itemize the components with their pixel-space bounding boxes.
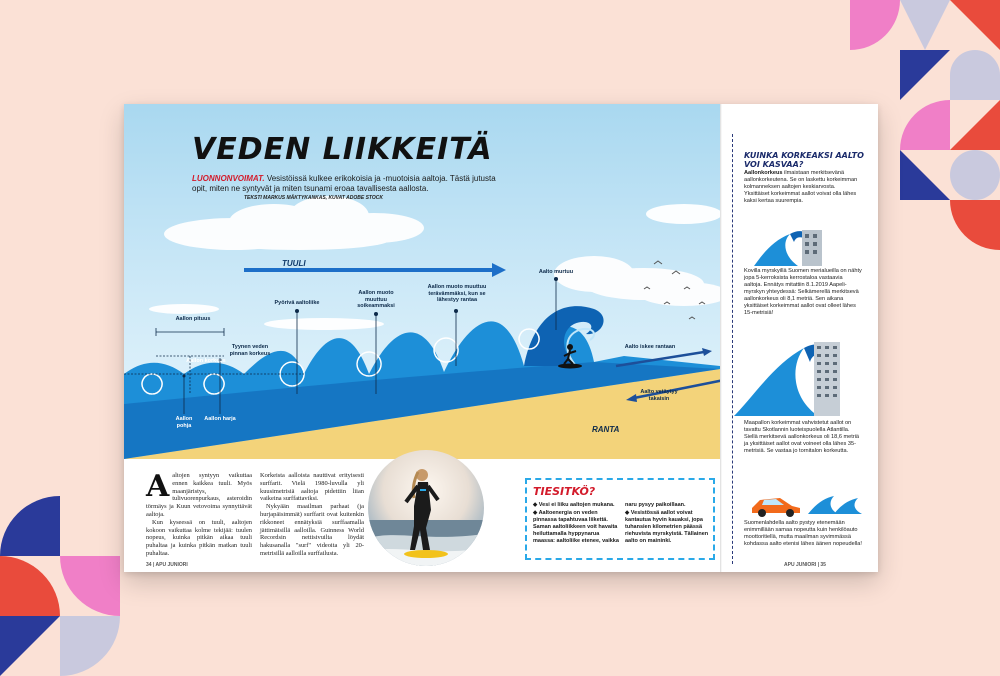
credits: TEKSTI MARKUS MÄKTYKANKAS, KUVAT ADOBE STOCK <box>244 195 383 201</box>
decor-bottom-left <box>0 496 130 676</box>
wavelength-label: Aallon pituus <box>175 316 211 322</box>
fact-2-continued: naru pysyy paikoillaan. <box>625 502 686 508</box>
sidebar-heading: KUINKA KORKEAKSI AALTO VOI KASVAA? <box>744 151 864 169</box>
fact-1: ◆ Vesi ei liiku aaltojen mukana. <box>533 502 615 508</box>
trough-label: Aallon pohja <box>175 416 193 429</box>
shore-label: RANTA <box>592 425 620 434</box>
fact-2: ◆ Aaltoenergia on veden pinnassa tapahtuvaa liikettä. Saman aaltoliikkeen voit havaita heiluttamalla hyppynarua maassa: aaltoliike etenee, vaikka <box>533 510 619 544</box>
page-spine <box>720 104 722 572</box>
intro-lead: LUONNONVOIMAT. <box>192 174 265 183</box>
wave-height-label: Aallon korkeus <box>186 358 226 364</box>
retreats-label: Aalto vetäytyy takaisin <box>640 389 678 402</box>
hits-shore-label: Aalto iskee rantaan <box>624 344 676 350</box>
body-col1-p1: altojen syntyyn vaikuttaa ennen kaikkea tuuli. Myös maanjäristys, tulivuorenpurkaus, asteroidin törmäys ja Kuun vetovoima synnyttävät aaltoja. <box>146 472 252 518</box>
folio-right: APU JUNIORI | 35 <box>784 562 826 568</box>
body-col2-p2: Nykyään maailman parhaat (ja hurjapäisimmät) surffarit ovat kuitenkin rikkoneet ennätyksiä surffaamalla jättimäisillä aalloilla. Guinness World Recordsin nettisivuilta löydät hakusanalla "surf" videoita yli 20-metrisillä aalloilla surffailusta. <box>260 503 364 557</box>
body-col2-p1: Korkeista aalloista nauttivat erityisesti surffarit. Vielä 1980-luvulla yli kuusimetrisiä aaltoja pidettiin liian vaikeina surffattaviksi. <box>260 472 364 503</box>
sidebar-divider <box>732 134 733 564</box>
shape-sharper-label: Aallon muoto muuttuu terävämmäksi, kun se lähestyy rantaa <box>427 284 487 303</box>
calm-level-label: Tyynen veden pinnan korkeus <box>229 344 271 357</box>
sidebar-paragraph-4: Suomenlahdella aalto pystyy etenemään enimmillään samaa nopeutta kuin henkilöauto moottoritiellä, mutta maailman syvimmässä kohdassa aalto etenisi lähes äänen nopeudella! <box>744 520 862 547</box>
did-you-know-col-2 <box>625 502 711 546</box>
body-column-2 <box>260 472 364 558</box>
surfer-photo <box>368 450 484 566</box>
wave-infographic <box>124 104 720 459</box>
wind-label: TUULI <box>282 259 306 268</box>
body-column-1 <box>146 469 252 558</box>
sidebar-paragraph-3: Maapallon korkeimmat vahvistetut aallot on tavattu Skotlannin luoteispuolella Atlantilla. Siellä merkitsevä aallonkorkeus oli 18,6 metriä ja yksittäiset aallot ovat voineet olla lähes 35-metrisiä. Se vastaa jo tornitalon korkeutta. <box>744 420 860 454</box>
intro-text <box>192 174 512 194</box>
folio-left: 34 | APU JUNIORI <box>146 562 188 568</box>
clouds <box>149 196 720 330</box>
did-you-know-title: TIESITKÖ? <box>533 485 596 498</box>
sidebar-paragraph-2: Kovilla myrskyillä Suomen merialueilla on nähty jopa 5-kerroksista kerrostaloa vastaavia aaltoja. Ennätys mitattiin 8.1.2019 Aapeli-myrskyn yhteydessä: Selkämerellä merkitsevä aallonkorkeus oli 8,1 metriä. Sen aikana yksittäiset korkeimmat aallot ovat olleet lähes 15-metrisiä! <box>744 268 862 316</box>
drop-cap: A <box>146 469 170 504</box>
wave-skyscraper-icon <box>734 336 854 418</box>
shape-oval-label: Aallon muoto muuttuu soikeammaksi <box>357 290 395 309</box>
fact-3: ◆ Vesistössä aallot voivat kantautua hyvin kauaksi, jopa tuhansien kilometrien päässä riehuvista myrskyistä. Tällainen aalto on maininki. <box>625 510 709 544</box>
intro-body: Vesistöissä kulkee erikokoisia ja -muotoisia aaltoja. Tästä jutusta opit, miten ne syntyvät ja miten tsunami eroaa tavallisesta aallosta. <box>192 174 496 193</box>
wave-building-5-floor-icon <box>754 222 834 268</box>
car-and-wave-icon <box>746 488 872 518</box>
rolling-motion-label: Pyörivä aaltoliike <box>274 300 320 306</box>
did-you-know-col-1 <box>533 502 619 546</box>
crest-label: Aallon harja <box>204 416 236 422</box>
page-title: VEDEN LIIKKEITÄ <box>192 132 493 167</box>
breaking-label: Aalto murtuu <box>538 269 574 275</box>
did-you-know-box <box>525 478 715 560</box>
sidebar-paragraph-1: Aallonkorkeus ilmaistaan merkitsevänä aallonkorkeutena. Se on laskettu korkeimman kolmanneksen aaltojen keskiarvosta. Yksittäiset korkeimmat aallot voivat olla lähes kaksi kertaa suurempia. <box>744 170 858 204</box>
magazine-spread <box>124 104 878 572</box>
body-col1-p2: Kun kyseessä on tuuli, aaltojen kokoon vaikuttaa kolme tekijää: tuulen nopeus, kuinka pitkän aikaa tuuli puhaltaa ja kuinka pitkän matkan tuuli puhaltaa. <box>146 518 252 557</box>
